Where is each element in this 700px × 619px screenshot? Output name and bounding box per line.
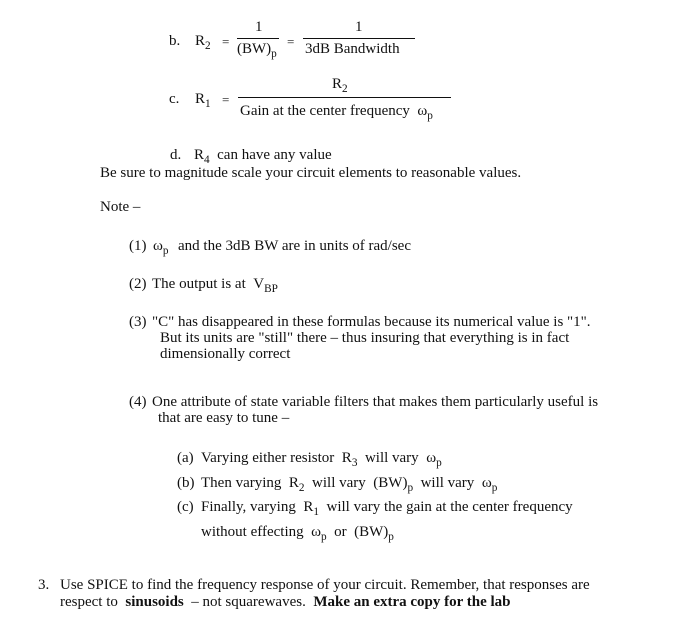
item-b-frac2-denominator: 3dB Bandwidth <box>305 41 400 57</box>
note-4b-text: Then varying $R_2$ will vary $(BW)_p$ will vary $\omega_p$ <box>201 475 498 494</box>
item-d-text: $R_4$ can have any value <box>194 147 332 166</box>
item-b-frac1-bar <box>237 38 279 39</box>
item-c-numerator: $R_2$ <box>332 76 348 95</box>
note-4c-label: (c) <box>177 499 194 515</box>
item-3-line-2: respect to sinusoids – not squarewaves. Make an extra copy for the lab <box>60 594 511 610</box>
item-c-equals: = <box>222 92 230 107</box>
note-4-line-2: that are easy to tune – <box>158 410 290 426</box>
item-3-line-1: Use SPICE to find the frequency response of your circuit. Remember, that responses are <box>60 577 590 593</box>
item-b-equals-2: = <box>287 34 295 49</box>
item-b-frac1-denominator: $(BW)_p$ <box>237 41 277 60</box>
note-3-line-2: But its units are "still" there – thus insuring that everything is in fact <box>160 330 570 346</box>
note-1-text: and the 3dB BW are in units of rad/sec <box>178 238 411 254</box>
note-3-line-1: "C" has disappeared in these formulas because its numerical value is "1". <box>152 314 591 330</box>
note-4a-label: (a) <box>177 450 194 466</box>
note-4-line-1: One attribute of state variable filters that makes them particularly useful is <box>152 394 599 410</box>
item-b-frac2-numerator: 1 <box>355 19 363 35</box>
item-c-fraction-bar <box>238 97 451 98</box>
note-3-line-3: dimensionally correct <box>160 346 291 362</box>
note-1-number: (1) <box>129 238 147 254</box>
note-1-omega: $\omega_p$ <box>153 238 169 257</box>
item-d-label: d. <box>170 147 182 163</box>
item-b-lhs: $R_2$ <box>195 33 211 52</box>
item-c-denominator: Gain at the center frequency $\omega_p$ <box>240 103 433 122</box>
magnitude-scale-note: Be sure to magnitude scale your circuit elements to reasonable values. <box>100 165 522 181</box>
note-2-number: (2) <box>129 276 147 292</box>
note-4c-line-1: Finally, varying $R_1$ will vary the gain at the center frequency <box>201 499 573 518</box>
item-3-number: 3. <box>38 577 50 593</box>
note-2-text: The output is at $V_{BP}$ <box>152 276 278 295</box>
item-c-lhs: $R_1$ <box>195 91 211 110</box>
note-4a-text: Varying either resistor $R_3$ will vary $\omega_p$ <box>201 450 442 469</box>
item-c-label: c. <box>169 91 180 107</box>
note-heading: Note – <box>100 199 141 215</box>
item-b-frac2-bar <box>303 38 415 39</box>
item-b-frac1-numerator: 1 <box>255 19 263 35</box>
note-4-number: (4) <box>129 394 147 410</box>
item-b-label: b. <box>169 33 181 49</box>
note-4b-label: (b) <box>177 475 195 491</box>
note-4c-line-2: without effecting $\omega_p$ or $(BW)_p$ <box>201 524 394 543</box>
note-3-number: (3) <box>129 314 147 330</box>
item-b-equals-1: = <box>222 34 230 49</box>
